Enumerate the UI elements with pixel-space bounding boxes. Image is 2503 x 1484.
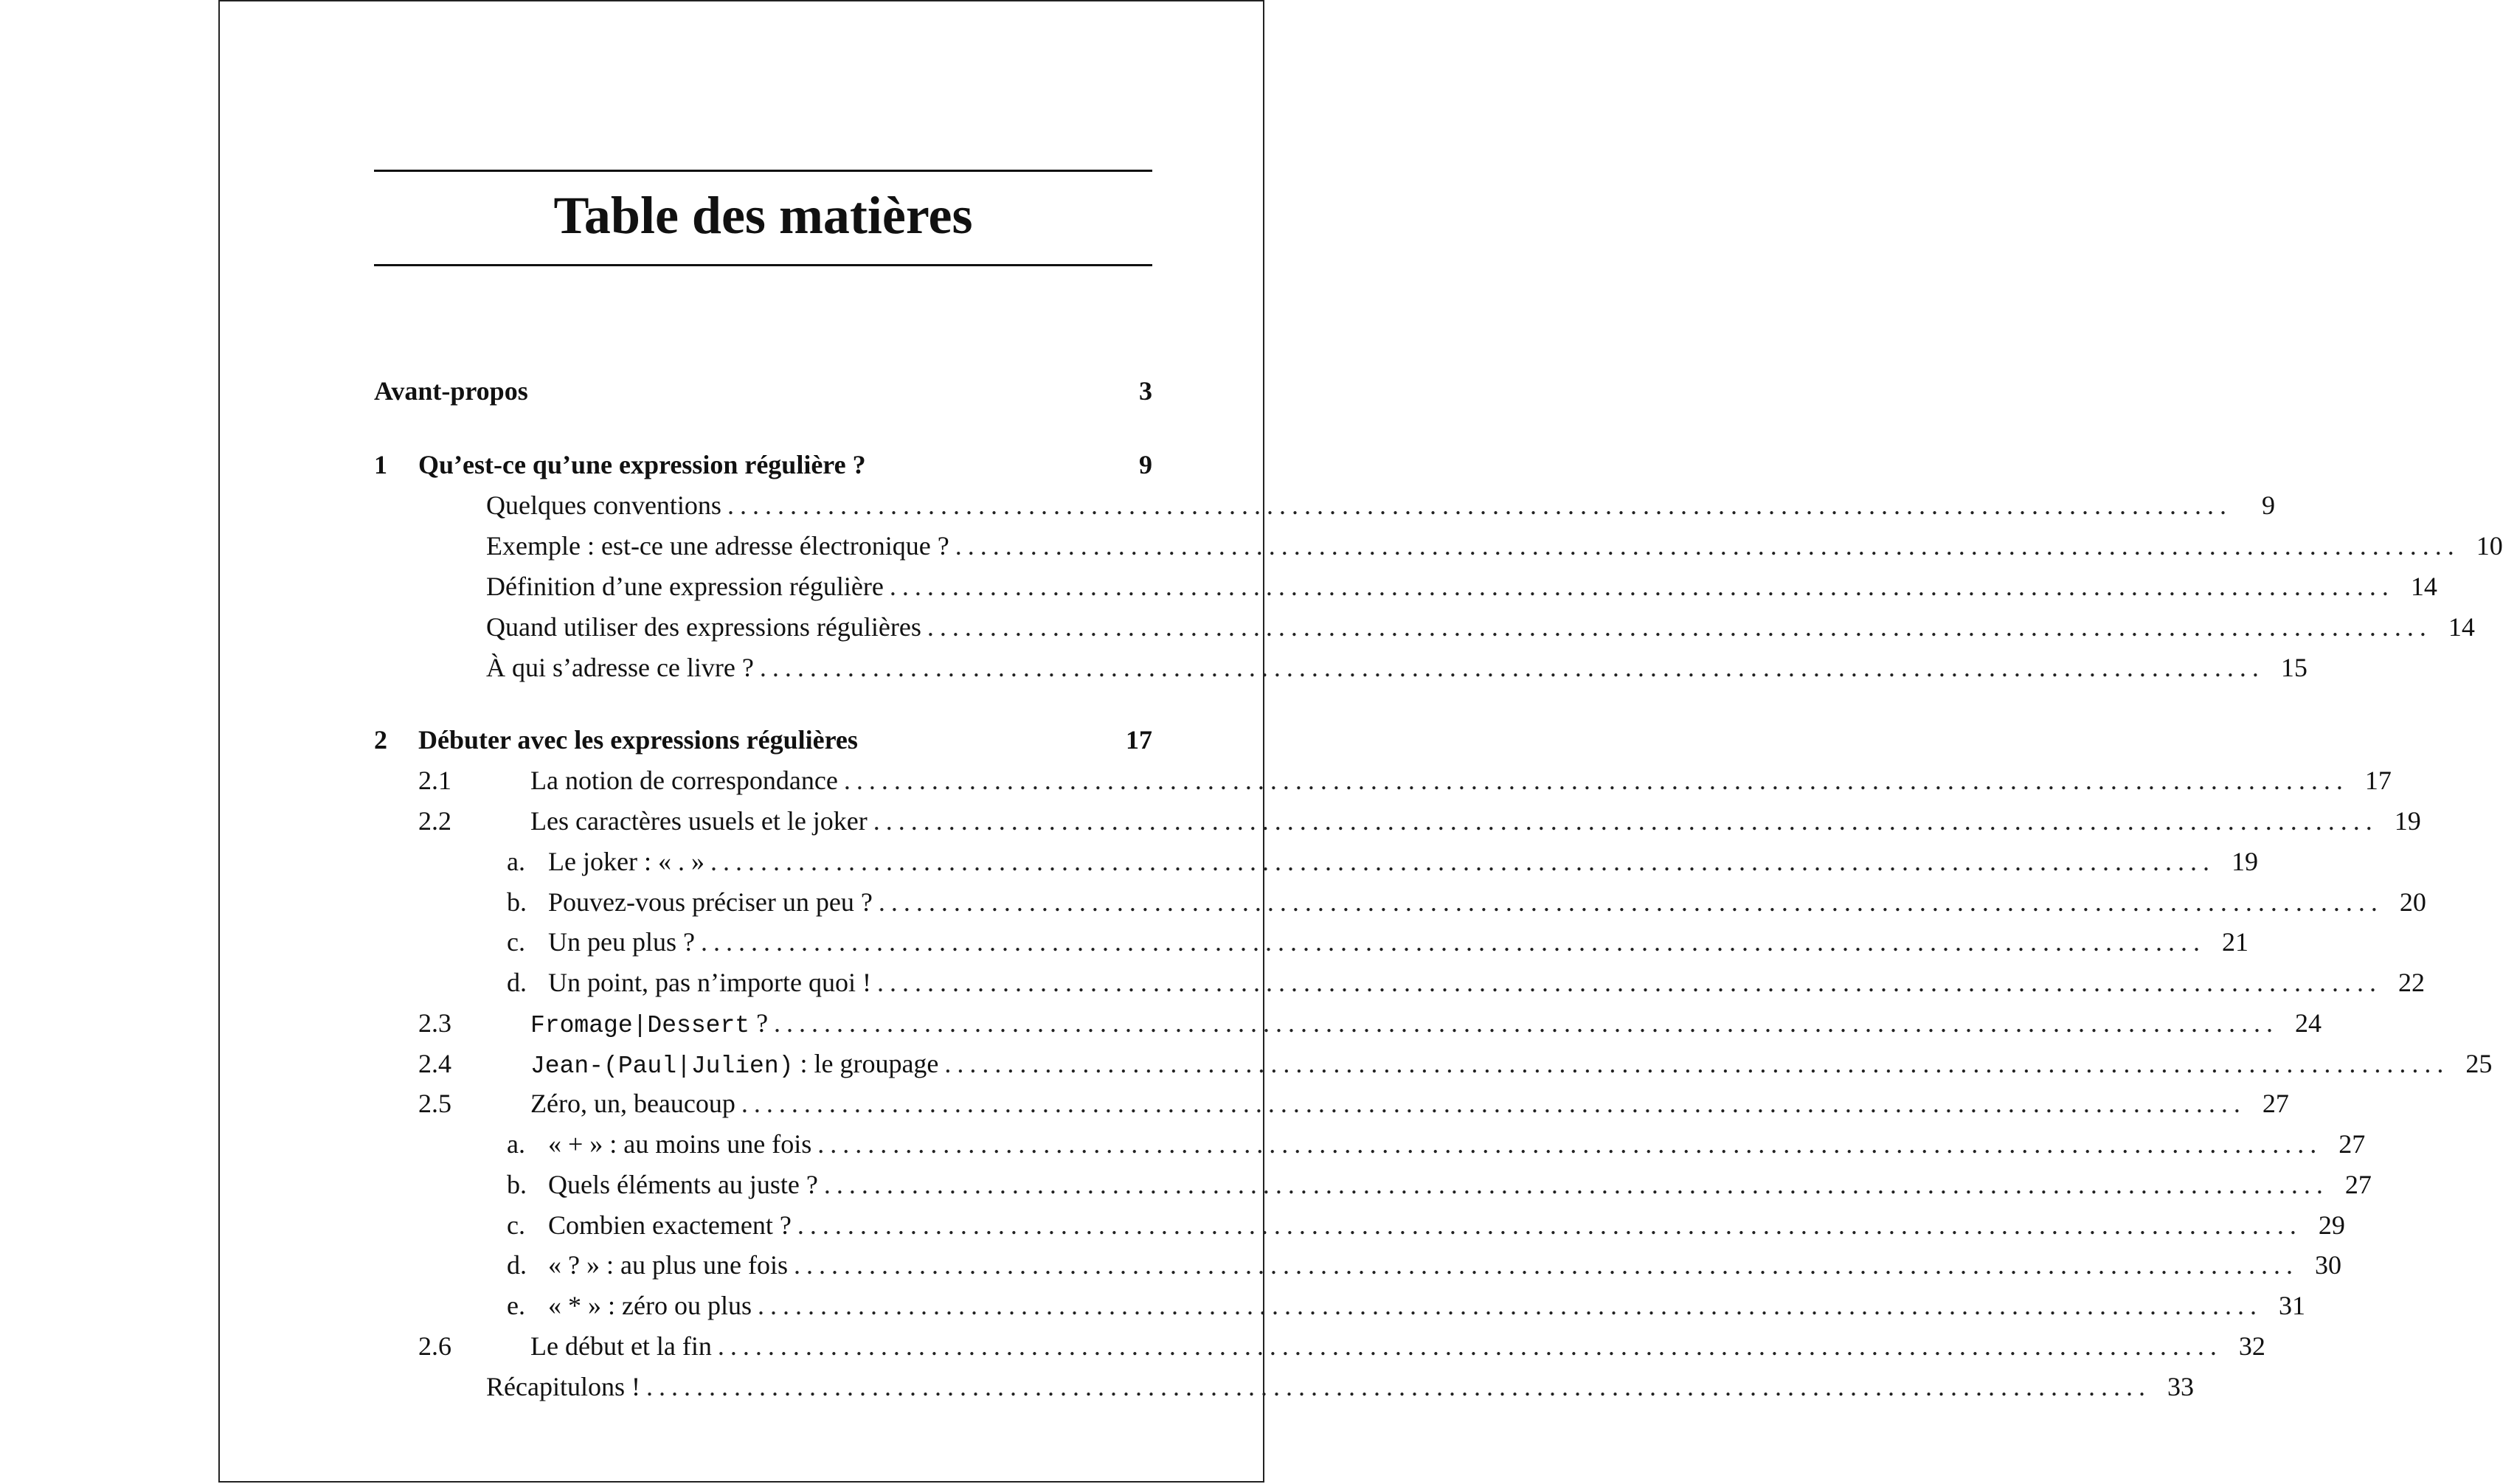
- toc-leader-dots: ........................................................................................................................: [873, 806, 2378, 836]
- toc-entry[interactable]: [374, 1368, 2194, 1405]
- toc-entry-number: d.: [507, 1250, 527, 1280]
- toc-leader-dots: ........................................................................................................................: [759, 653, 2265, 682]
- toc-entry[interactable]: [374, 608, 2475, 645]
- toc-page-number: 9: [2261, 490, 2275, 520]
- toc-entry-number: b.: [507, 1170, 527, 1199]
- toc-page-number: 14: [2410, 572, 2437, 601]
- toc-leader-dots: ........................................................................................................................: [955, 531, 2460, 561]
- toc-entry-text: « * » : zéro ou plus: [548, 1291, 752, 1320]
- toc-entry-text: À qui s’adresse ce livre ?: [486, 653, 754, 682]
- toc-entry-title: [530, 1005, 768, 1044]
- toc-entry-text: Avant-propos: [374, 376, 528, 406]
- toc-leader-dots: ........................................................................................................................: [823, 1170, 2329, 1199]
- toc-leader-dots: ........................................................................................................................: [889, 572, 2395, 601]
- toc-page-number: 27: [2262, 1089, 2289, 1118]
- toc-entry-code: Fromage|Dessert: [530, 1012, 750, 1039]
- toc-entry[interactable]: [374, 487, 2275, 524]
- toc-entry[interactable]: [374, 1045, 2493, 1082]
- toc-entry[interactable]: [374, 762, 2392, 799]
- toc-entry[interactable]: [374, 568, 2437, 605]
- toc-chapter-entry[interactable]: [374, 446, 1152, 483]
- toc-entry[interactable]: [374, 1085, 2289, 1122]
- toc-entry-text: Exemple : est-ce une adresse électronique ?: [486, 531, 949, 561]
- toc-entry-number: c.: [507, 927, 525, 957]
- toc-entry[interactable]: [374, 527, 2503, 564]
- toc-page-number: 3: [1139, 376, 1152, 406]
- toc-page-number: 27: [2338, 1129, 2366, 1159]
- toc-entry-text: Combien exactement ?: [548, 1210, 792, 1240]
- toc-entry-title: [530, 1045, 938, 1085]
- toc-entry-title: [548, 964, 871, 1001]
- toc-entry-title: [530, 762, 838, 799]
- toc-entry-title: [418, 446, 866, 483]
- toc-leader-dots: ........................................................................................................................: [774, 1008, 2279, 1038]
- toc-entry-text: La notion de correspondance: [530, 766, 838, 795]
- toc-entry-title: [486, 487, 721, 524]
- toc-entry-number: b.: [507, 887, 527, 917]
- toc-page-number: 10: [2476, 531, 2503, 561]
- toc-entry-text: Les caractères usuels et le joker: [530, 806, 868, 836]
- toc-page-number: 19: [2394, 806, 2421, 836]
- toc-entry[interactable]: [374, 1005, 2322, 1041]
- toc-page-number: 20: [2399, 887, 2426, 917]
- toc-leader-dots: ........................................................................................................................: [700, 927, 2206, 957]
- toc-page-number: 30: [2314, 1250, 2341, 1280]
- toc-page-number: 15: [2280, 653, 2308, 682]
- toc-entry-number: 2: [374, 725, 387, 755]
- toc-page-number: 14: [2448, 612, 2475, 642]
- toc-leader-dots: ........................................................................................................................: [727, 490, 2232, 520]
- toc-entry-text: Qu’est-ce qu’une expression régulière ?: [418, 450, 866, 479]
- toc-leader-dots: ........................................................................................................................: [944, 1049, 2450, 1078]
- toc-entry[interactable]: [374, 1328, 2265, 1365]
- toc-chapter-entry[interactable]: [374, 721, 1152, 758]
- page-title: Table des matières: [553, 186, 973, 245]
- toc-entry-title: [530, 802, 868, 839]
- toc-entry-number: a.: [507, 847, 525, 876]
- toc-entry-text: Le joker : « . »: [548, 847, 704, 876]
- toc-page-number: 17: [1126, 725, 1152, 755]
- toc-leader-dots: ........................................................................................................................: [741, 1089, 2246, 1118]
- toc-entry-number: 2.1: [418, 766, 451, 795]
- toc-entry-title: [548, 1287, 752, 1324]
- toc-entry-title: [548, 1126, 811, 1162]
- toc-entry-text: Quand utiliser des expressions régulières: [486, 612, 921, 642]
- toc-entry-text: Définition d’une expression régulière: [486, 572, 884, 601]
- toc-entry[interactable]: [374, 1207, 2345, 1244]
- toc-leader-dots: ........................................................................................................................: [645, 1372, 2151, 1401]
- toc-entry[interactable]: [374, 1126, 2366, 1162]
- toc-page-number: 29: [2318, 1210, 2345, 1240]
- toc-entry-text: : le groupage: [793, 1049, 939, 1078]
- toc-entry-title: [374, 372, 528, 409]
- toc-entry-number: a.: [507, 1129, 525, 1159]
- toc-entry[interactable]: [374, 1166, 2372, 1203]
- toc-entry-text: Quelques conventions: [486, 490, 721, 520]
- toc-leader-dots: ........................................................................................................................: [843, 766, 2349, 795]
- toc-entry-title: [548, 1247, 788, 1283]
- toc-entry-text: Le début et la fin: [530, 1331, 712, 1361]
- toc-entry-title: [548, 843, 704, 880]
- toc-entry-number: 2.6: [418, 1331, 451, 1361]
- toc-entry-title: [530, 1328, 712, 1365]
- toc-entry-text: Débuter avec les expressions régulières: [418, 725, 858, 755]
- toc-entry-number: 2.5: [418, 1089, 451, 1118]
- toc-page-number: 31: [2278, 1291, 2305, 1320]
- toc-leader-dots: ........................................................................................................................: [710, 847, 2215, 876]
- toc-leader-dots: ........................................................................................................................: [927, 612, 2432, 642]
- toc-page-number: 33: [2167, 1372, 2194, 1401]
- toc-entry-number: 2.3: [418, 1008, 451, 1038]
- toc-entry-text: Pouvez-vous préciser un peu ?: [548, 887, 873, 917]
- toc-entry-title: [486, 568, 884, 605]
- toc-page-number: 22: [2398, 968, 2425, 997]
- toc-page-number: 32: [2238, 1331, 2265, 1361]
- toc-entry-text: « + » : au moins une fois: [548, 1129, 812, 1159]
- toc-leader-dots: ........................................................................................................................: [797, 1210, 2302, 1240]
- title-rule-top: [374, 170, 1152, 172]
- toc-entry-number: 2.4: [418, 1049, 451, 1078]
- toc-leader-dots: ........................................................................................................................: [817, 1129, 2323, 1159]
- toc-page-number: 27: [2344, 1170, 2372, 1199]
- toc-entry[interactable]: [374, 1287, 2305, 1324]
- toc-entry-text: Un point, pas n’importe quoi !: [548, 968, 871, 997]
- toc-entry-title: [486, 649, 754, 686]
- toc-entry-text: Un peu plus ?: [548, 927, 695, 957]
- toc-leader-dots: ........................................................................................................................: [757, 1291, 2263, 1320]
- toc-entry-title: [486, 1368, 640, 1405]
- toc-chapter-entry[interactable]: [374, 372, 1152, 409]
- toc-entry[interactable]: [374, 649, 2308, 686]
- toc-page-number: 25: [2465, 1049, 2493, 1078]
- toc-entry-text: « ? » : au plus une fois: [548, 1250, 788, 1280]
- toc-entry-title: [418, 721, 858, 758]
- toc-entry-text: Récapitulons !: [486, 1372, 640, 1401]
- toc-entry[interactable]: [374, 964, 2425, 1001]
- toc-entry[interactable]: [374, 923, 2248, 960]
- toc-entry[interactable]: [374, 1247, 2341, 1283]
- title-rule-bottom: [374, 264, 1152, 266]
- toc-entry-text: Zéro, un, beaucoup: [530, 1089, 735, 1118]
- toc-entry[interactable]: [374, 843, 2258, 880]
- toc-entry-title: [548, 1207, 792, 1244]
- toc-entry-title: [486, 608, 921, 645]
- toc-page-number: 21: [2221, 927, 2248, 957]
- toc-entry-title: [548, 884, 873, 920]
- toc-entry-title: [530, 1085, 735, 1122]
- toc-leader-dots: ........................................................................................................................: [793, 1250, 2299, 1280]
- toc-entry-number: e.: [507, 1291, 525, 1320]
- toc-entry[interactable]: [374, 884, 2426, 920]
- toc-entry-title: [486, 527, 949, 564]
- toc-entry-number: c.: [507, 1210, 525, 1240]
- toc-entry-number: 1: [374, 450, 387, 479]
- toc-leader-dots: ........................................................................................................................: [878, 887, 2383, 917]
- toc-entry-text: Quels éléments au juste ?: [548, 1170, 818, 1199]
- toc-entry-number: d.: [507, 968, 527, 997]
- toc-entry-title: [548, 1166, 818, 1203]
- toc-page-number: 19: [2231, 847, 2258, 876]
- toc-leader-dots: ........................................................................................................................: [876, 968, 2382, 997]
- toc-page-number: 9: [1139, 450, 1152, 479]
- toc-page-number: 24: [2295, 1008, 2322, 1038]
- toc-page-number: 17: [2364, 766, 2392, 795]
- toc-entry-number: 2.2: [418, 806, 451, 836]
- toc-entry[interactable]: [374, 802, 2421, 839]
- toc-entry-title: [548, 923, 695, 960]
- toc-entry-text: ?: [749, 1008, 769, 1038]
- toc-entry-code: Jean-(Paul|Julien): [530, 1053, 794, 1080]
- toc-leader-dots: ........................................................................................................................: [717, 1331, 2223, 1361]
